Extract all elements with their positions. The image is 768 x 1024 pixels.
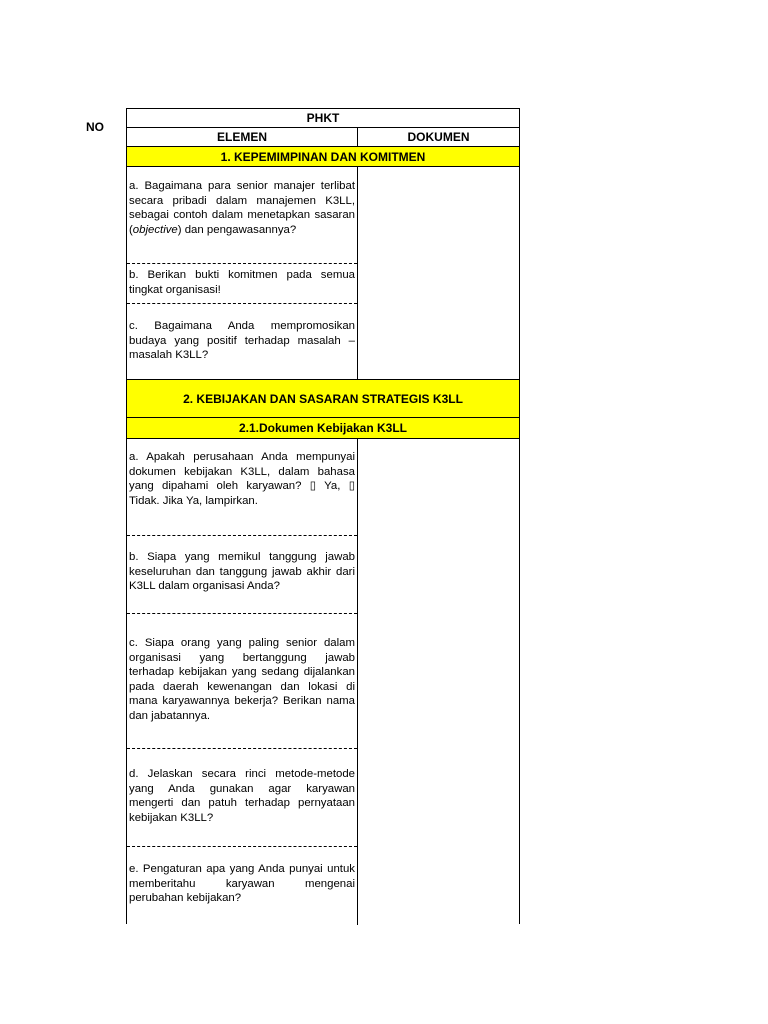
subsection-title-dokumen-kebijakan: 2.1.Dokumen Kebijakan K3LL (127, 418, 519, 439)
question-divider (127, 303, 357, 304)
question-divider (127, 535, 357, 536)
question-divider (127, 846, 357, 847)
question-divider (127, 613, 357, 614)
question-divider (127, 748, 357, 749)
question-2c: c. Siapa orang yang paling senior dalam organisasi yang bertanggung jawab terhadap kebijakan yang sedang dijalankan pada daerah kewenangan dan lokasi di mana karyawannya bekerja? Berikan nama dan jabatannya. (129, 637, 355, 722)
questionnaire-table (126, 108, 520, 924)
question-2a: a. Apakah perusahaan Anda mempunyai dokumen kebijakan K3LL, dalam bahasa yang dipahami oleh karyawan? ▯ Ya, ▯ Tidak. Jika Ya, lampirkan. (129, 451, 355, 507)
question-2d: d. Jelaskan secara rinci metode-metode yang Anda gunakan agar karyawan mengerti dan patuh terhadap pernyataan kebijakan K3LL? (129, 768, 355, 824)
question-2b: b. Siapa yang memikul tanggung jawab keseluruhan dan tanggung jawab akhir dari K3LL dalam organisasi Anda? (129, 551, 355, 592)
question-1a: a. Bagaimana para senior manajer terlibat secara pribadi dalam manajemen K3LL, sebagai contoh dalam menetapkan sasaran (objective) dan pengawasannya? (129, 180, 355, 236)
no-column-label: NO (86, 120, 104, 134)
question-1c: c. Bagaimana Anda mempromosikan budaya yang positif terhadap masalah – masalah K3LL? (129, 320, 355, 361)
section-title-kepemimpinan: 1. KEPEMIMPINAN DAN KOMITMEN (127, 147, 519, 167)
question-2e: e. Pengaturan apa yang Anda punyai untuk memberitahu karyawan mengenai perubahan kebijakan? (129, 863, 355, 904)
column-header-dokumen: DOKUMEN (407, 130, 470, 144)
column-header-row (127, 128, 519, 147)
section-body-kepemimpinan (127, 167, 519, 380)
section-body-kebijakan (127, 439, 519, 925)
table-title: PHKT (127, 109, 519, 128)
section-title-kebijakan: 2. KEBIJAKAN DAN SASARAN STRATEGIS K3LL (127, 380, 519, 418)
column-header-elemen: ELEMEN (127, 128, 358, 146)
question-divider (127, 263, 357, 264)
question-1b: b. Berikan bukti komitmen pada semua tingkat organisasi! (129, 269, 355, 296)
